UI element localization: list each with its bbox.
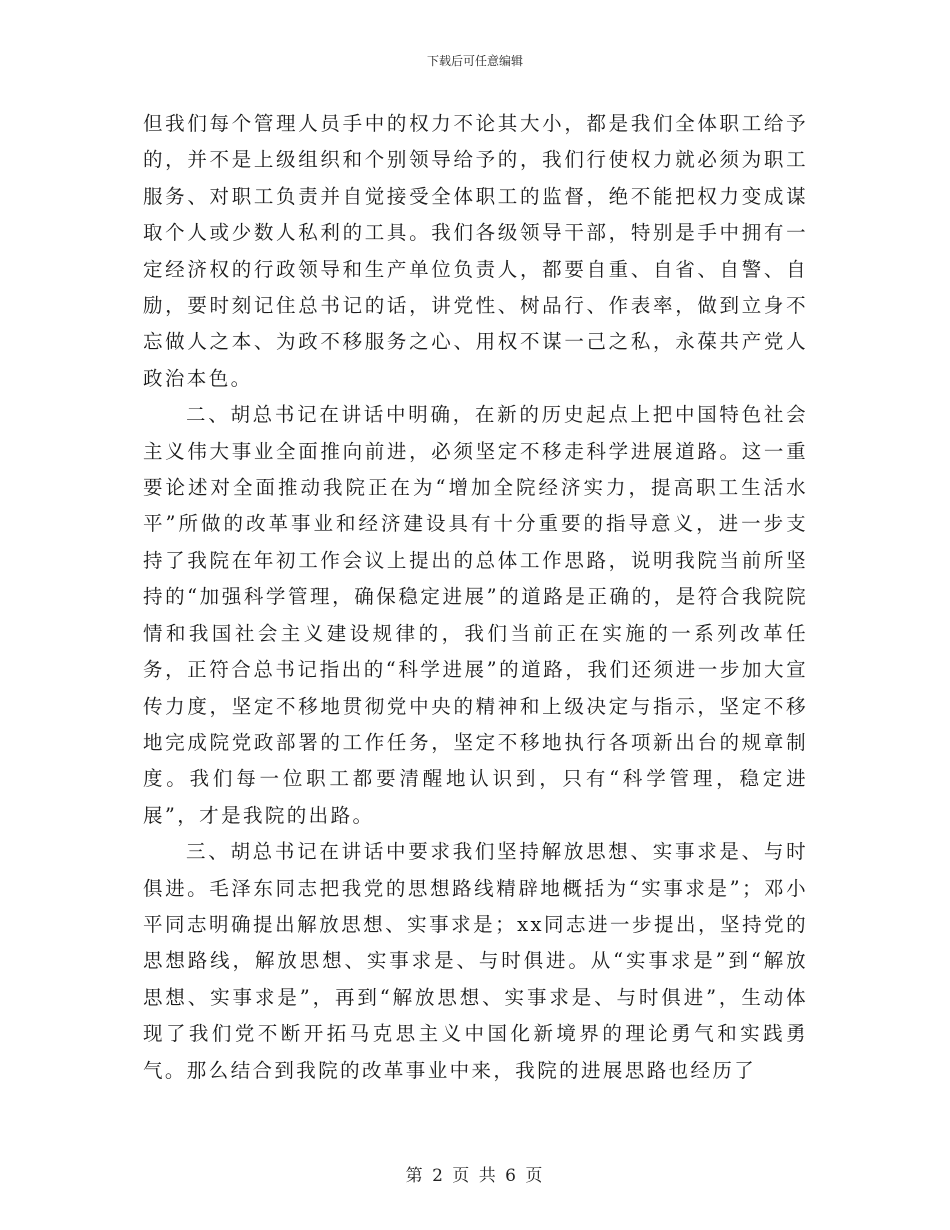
paragraph-section-2: 二、胡总书记在讲话中明确，在新的历史起点上把中国特色社会主义伟大事业全面推向前进，必须坚定不移走科学进展道路。这一重要论述对全面推动我院正在为“增加全院经济实力，提高职工生活水平”所做的改革事业和经济建设具有十分重要的指导意义，进一步支持了我院在年初工作会议上提出的总体工作思路，说明我院当前所坚持的“加强科学管理，确保稳定进展”的道路是正确的，是符合我院院情和我国社会主义建设规律的，我们当前正在实施的一系列改革任务，正符合总书记指出的“科学进展”的道路，我们还须进一步加大宣传力度，坚定不移地贯彻党中央的精神和上级决定与指示，坚定不移地完成院党政部署的工作任务，坚定不移地执行各项新出台的规章制度。我们每一位职工都要清醒地认识到，只有“科学管理，稳定进展”，才是我院的出路。 (143, 403, 808, 827)
document-body (143, 106, 808, 1089)
paragraph-continued: 但我们每个管理人员手中的权力不论其大小，都是我们全体职工给予的，并不是上级组织和个别领导给予的，我们行使权力就必须为职工服务、对职工负责并自觉接受全体职工的监督，绝不能把权力变成谋取个人或少数人私利的工具。我们各级领导干部，特别是手中拥有一定经济权的行政领导和生产单位负责人，都要自重、自省、自警、自励，要时刻记住总书记的话，讲党性、树品行、作表率，做到立身不忘做人之本、为政不移服务之心、用权不谋一己之私，永葆共产党人政治本色。 (143, 112, 808, 390)
page-number-footer: 第 2 页 共 6 页 (405, 1166, 545, 1186)
paragraph-section-3: 三、胡总书记在讲话中要求我们坚持解放思想、实事求是、与时俱进。毛泽东同志把我党的思想路线精辟地概括为“实事求是”；邓小平同志明确提出解放思想、实事求是；xx同志进一步提出，坚持党的思想路线，解放思想、实事求是、与时俱进。从“实事求是”到“解放思想、实事求是”，再到“解放思想、实事求是、与时俱进”，生动体现了我们党不断开拓马克思主义中国化新境界的理论勇气和实践勇气。那么结合到我院的改革事业中来，我院的进展思路也经历了 (143, 840, 808, 1082)
page-header-note: 下载后可任意编辑 (426, 54, 523, 68)
